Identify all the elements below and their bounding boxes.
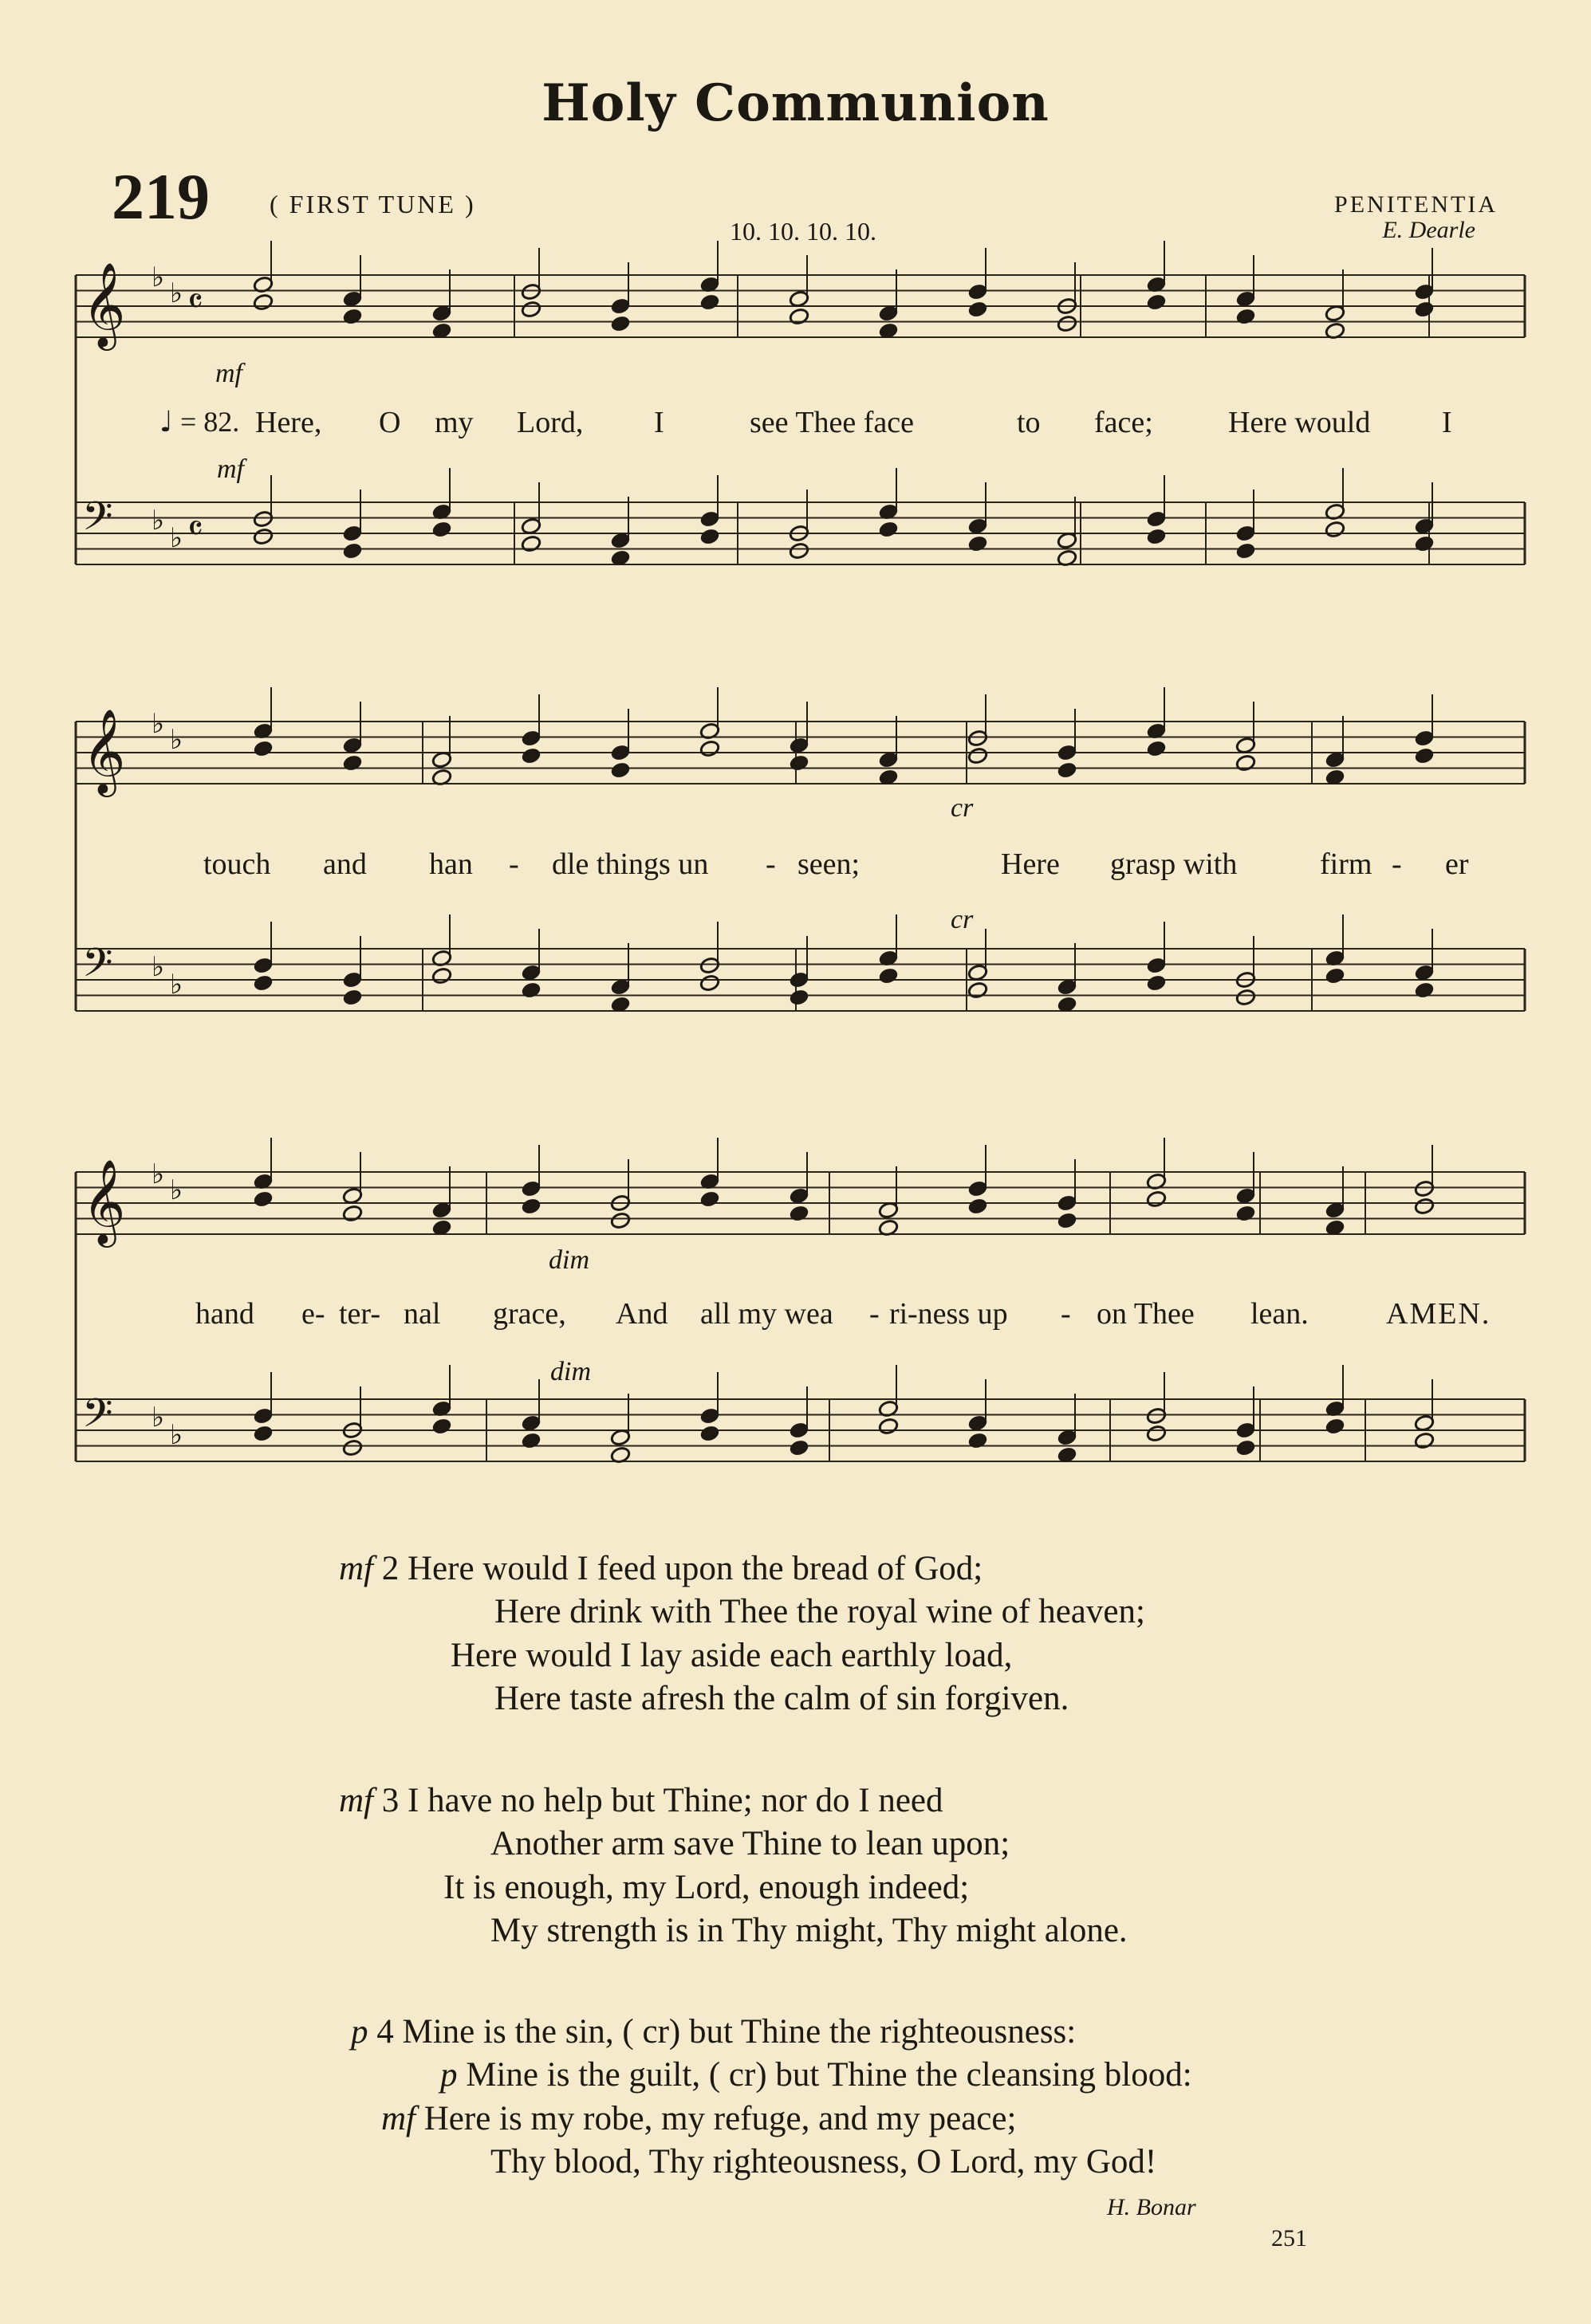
author: H. Bonar [1107, 2194, 1196, 2220]
dynamic-mf-upper: mf [215, 359, 242, 388]
svg-text:𝄴: 𝄴 [187, 281, 203, 322]
lyric: hand [195, 1297, 254, 1331]
lyric: - [869, 1297, 880, 1331]
lyric: touch [203, 847, 271, 881]
lyric: -ness up [908, 1297, 1008, 1331]
svg-text:♭: ♭ [170, 522, 183, 554]
verse-number: 2 [381, 1550, 400, 1587]
lyric: I [654, 406, 664, 439]
svg-text:𝄢: 𝄢 [82, 1390, 113, 1446]
lyric: han [429, 847, 473, 881]
verse-text: Here would I feed upon the bread of God; [408, 1550, 983, 1587]
lyric: - [509, 847, 519, 881]
verse-line [339, 1549, 983, 1588]
dynamic-dim-upper: dim [549, 1245, 589, 1275]
verse-line: Thy blood, Thy righteousness, O Lord, my God! [490, 2143, 1157, 2180]
lyric: Here, [255, 406, 322, 439]
lyric: ter- [339, 1297, 380, 1331]
verse-text: Mine is the guilt, ( cr) but Thine the cleansing blood: [466, 2056, 1192, 2094]
lyric: Lord, [517, 406, 584, 439]
svg-text:♭: ♭ [152, 951, 165, 983]
verse-line: Another arm save Thine to lean upon; [490, 1825, 1010, 1862]
svg-text:♭: ♭ [170, 969, 183, 1001]
tune-label: ( FIRST TUNE ) [270, 190, 476, 218]
lyric: And [616, 1297, 668, 1331]
section-title: Holy Communion [541, 73, 1050, 133]
verse-dynamic: mf [381, 2100, 415, 2137]
verse-line: Here drink with Thee the royal wine of heaven; [494, 1593, 1145, 1630]
svg-text:♭: ♭ [152, 1402, 165, 1433]
lyric: seen; [797, 847, 860, 881]
composer: E. Dearle [1382, 217, 1475, 243]
hymn-number: 219 [112, 160, 210, 233]
lyric: to [1017, 406, 1041, 439]
verse-number: 3 [381, 1782, 400, 1819]
lyric: face; [1094, 406, 1153, 439]
lyric: firm [1320, 847, 1372, 881]
svg-text:𝄞: 𝄞 [82, 708, 126, 793]
tempo-marking: ♩ = 82. [159, 406, 240, 438]
lyric: grasp with [1110, 847, 1238, 881]
svg-text:♭: ♭ [152, 708, 165, 740]
svg-text:♭: ♭ [152, 505, 165, 537]
tune-name: PENITENTIA [1334, 191, 1498, 218]
lyric: and [323, 847, 367, 881]
svg-text:♭: ♭ [170, 1419, 183, 1451]
lyric: Here [1001, 847, 1060, 881]
lyric: my [435, 406, 474, 439]
lyric: er [1445, 847, 1469, 881]
lyric: Here would [1228, 406, 1371, 439]
lyric: see Thee face [750, 406, 915, 439]
lyric: - [766, 847, 776, 881]
svg-text:♭: ♭ [170, 1174, 183, 1206]
svg-text:𝄞: 𝄞 [82, 1158, 126, 1244]
lyric: ri [889, 1297, 908, 1331]
verse-dynamic: mf [339, 1550, 373, 1587]
svg-text:♭: ♭ [152, 1158, 165, 1190]
lyric: all my wea [700, 1297, 833, 1331]
verse-line: Here taste afresh the calm of sin forgiven. [494, 1680, 1069, 1717]
lyric: e- [301, 1297, 325, 1331]
dynamic-cr-lower: cr [951, 905, 974, 934]
verse-dynamic: p [440, 2056, 458, 2094]
svg-text:𝄢: 𝄢 [82, 940, 113, 996]
verse-line: It is enough, my Lord, enough indeed; [443, 1869, 970, 1906]
svg-text:𝄞: 𝄞 [82, 261, 126, 347]
dynamic-dim-lower: dim [550, 1357, 591, 1386]
verse-line: Here would I lay aside each earthly load, [451, 1637, 1013, 1674]
lyric: nal [404, 1297, 441, 1331]
verse-line: My strength is in Thy might, Thy might alone. [490, 1912, 1128, 1949]
svg-text:♭: ♭ [170, 724, 183, 756]
page-number: 251 [1271, 2225, 1307, 2251]
lyric: lean. [1250, 1297, 1309, 1331]
verse-line [440, 2055, 1192, 2094]
lyric: on Thee [1097, 1297, 1195, 1331]
lyric: I [1442, 406, 1452, 439]
verse-line [351, 2012, 1076, 2051]
svg-text:♭: ♭ [170, 277, 183, 309]
svg-text:𝄴: 𝄴 [187, 509, 203, 549]
meter: 10. 10. 10. 10. [730, 217, 876, 246]
verse-text: Here is my robe, my refuge, and my peace; [423, 2100, 1017, 2137]
svg-text:𝄢: 𝄢 [82, 494, 113, 549]
lyric: dle things un [552, 847, 709, 881]
verse-text: Mine is the sin, ( cr) but Thine the righteousness: [402, 2013, 1077, 2051]
verse-dynamic: p [351, 2013, 368, 2051]
lyric: grace, [493, 1297, 566, 1331]
svg-text:♭: ♭ [152, 261, 165, 293]
verse-text: I have no help but Thine; nor do I need [408, 1782, 943, 1819]
lyric: - [1392, 847, 1402, 881]
dynamic-mf-lower: mf [217, 454, 244, 484]
verse-dynamic: mf [339, 1782, 373, 1819]
lyric: O [379, 406, 401, 439]
lyric-amen: AMEN. [1386, 1297, 1491, 1331]
quarter-note-icon: ♩ [159, 406, 173, 438]
lyric: - [1061, 1297, 1071, 1331]
verse-number: 4 [376, 2013, 394, 2051]
verse-line [381, 2099, 1016, 2138]
dynamic-cr-upper: cr [951, 793, 974, 823]
verse-line [339, 1781, 943, 1820]
